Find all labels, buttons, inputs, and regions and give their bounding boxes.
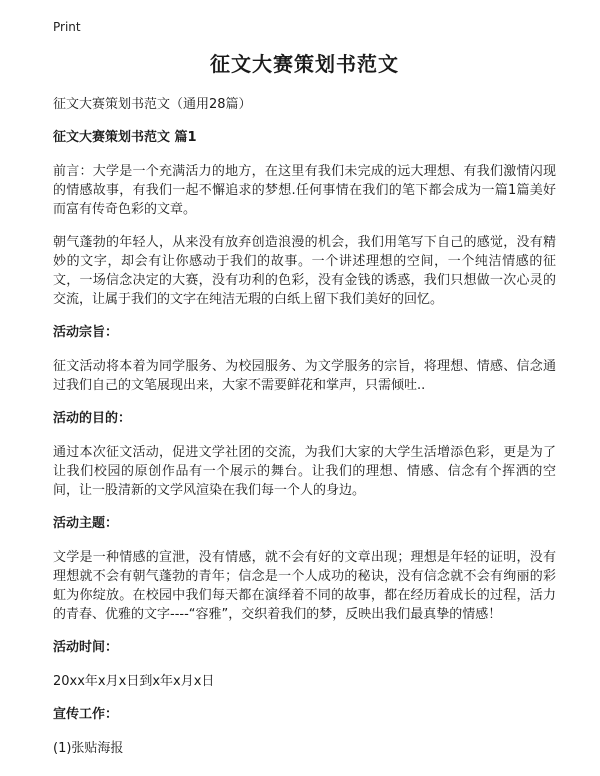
document-page xyxy=(53,48,556,772)
intro-paragraph: 朝气蓬勃的年轻人，从来没有放弃创造浪漫的机会，我们用笔写下自己的感觉，没有精妙的文字，却会有让你感动于我们的故事。一个讲述理想的空间，一个纯洁情感的征文，一场信念决定的大赛，没有功利的色彩，没有金钱的诱惑，我们只想做一次心灵的交流，让属于我们的文字在纯洁无瑕的白纸上留下我们美好的回忆。 xyxy=(53,235,556,307)
purpose-paragraph: 征文活动将本着为同学服务、为校园服务、为文学服务的宗旨，将理想、情感、信念通过我们自己的文笔展现出来，大家不需要鲜花和掌声，只需倾吐.. xyxy=(53,359,556,393)
document-title: 征文大赛策划书范文 xyxy=(210,52,399,76)
preface-paragraph: 前言：大学是一个充满活力的地方，在这里有我们未完成的远大理想、有我们激情闪现的情感故事，有我们一起不懈追求的梦想.任何事情在我们的笔下都会成为一篇1篇美好而富有传奇色彩的文章。 xyxy=(53,164,556,217)
print-link[interactable]: Print xyxy=(53,20,81,34)
section-heading-publicity: 宣传工作： xyxy=(53,707,119,722)
goal-paragraph: 通过本次征文活动，促进文学社团的交流，为我们大家的大学生活增添色彩，更是为了让我们校园的原创作品有一个展示的舞台。让我们的理想、情感、信念有个挥洒的空间，让一股清新的文学风渲染在我们每一个人的身边。 xyxy=(53,445,556,498)
publicity-item: (1)张贴海报 xyxy=(53,741,124,756)
section-heading-goal: 活动的目的： xyxy=(53,411,132,426)
time-paragraph: 20xx年x月x日到x年x月x日 xyxy=(53,674,215,689)
theme-paragraph: 文学是一种情感的宣泄，没有情感，就不会有好的文章出现；理想是年轻的证明，没有理想就不会有朝气蓬勃的青年；信念是一个人成功的秘诀，没有信念就不会有绚丽的彩虹为你绽放。在校园中我们每天都在演绎着不同的故事，都在经历着成长的过程，活力的青春、优雅的文字----“容雅”，交织着我们的梦，反映出我们最真挚的情感！ xyxy=(53,550,556,622)
section-heading-purpose: 活动宗旨： xyxy=(53,325,119,340)
section-heading-article-1: 征文大赛策划书范文 篇1 xyxy=(53,130,197,145)
section-heading-time: 活动时间： xyxy=(53,640,119,655)
document-subtitle: 征文大赛策划书范文（通用28篇） xyxy=(53,97,252,112)
section-heading-theme: 活动主题： xyxy=(53,516,119,531)
